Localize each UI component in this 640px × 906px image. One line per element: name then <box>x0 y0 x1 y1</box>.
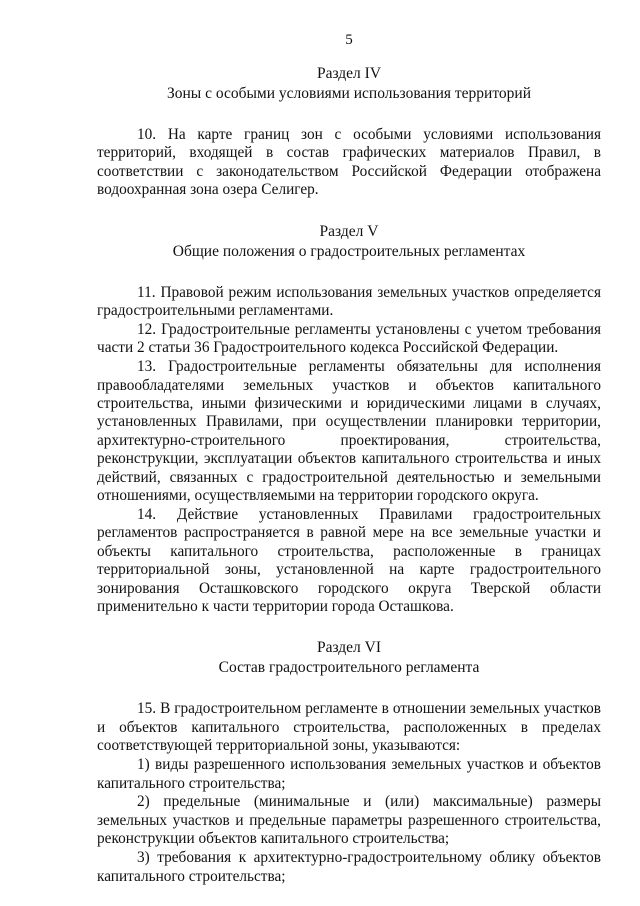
section-6 <box>97 638 601 886</box>
section-title: Раздел VI <box>316 639 382 657</box>
section-subtitle: Общие положения о градостроительных регламентах <box>172 242 526 260</box>
section-body <box>97 284 601 617</box>
page-number: 5 <box>345 32 353 48</box>
document-page <box>97 30 601 887</box>
section-5 <box>97 222 601 617</box>
section-title: Раздел IV <box>316 65 382 82</box>
list-item-2: 2) предельные (минимальные и (или) максимальные) размеры земельных участков и предельные параметры разрешенного строительства, реконструкции объектов капитального строительства; <box>97 793 601 848</box>
section-4 <box>97 64 601 200</box>
paragraph-11: 11. Правовой режим использования земельных участков определяется градостроительными регламентами. <box>97 283 601 320</box>
paragraph-13: 13. Градостроительные регламенты обязательны для исполнения правообладателями земельных участков и объектов капитального строительства, иными физическими и юридическими лицами в случаях, установленных Правилами, при осуществлении планировки территории, архитектурно-строительного проектирования, строительства, реконструкции, эксплуатации объектов капитального строительства и иных действий, связанных с градостроительной деятельностью и земельными отношениями, осуществляемыми на территории городского округа. <box>97 358 601 505</box>
section-subtitle: Зоны с особыми условиями использования территорий <box>166 85 532 102</box>
paragraph-15: 15. В градостроительном регламенте в отношении земельных участков и объектов капитального строительства, расположенных в пределах соответствующей территориальной зоны, указываются: <box>97 700 601 755</box>
section-body <box>97 700 601 886</box>
paragraph-10: 10. На карте границ зон с особыми условиями использования территорий, входящей в состав графических материалов Правил, в соответствии с законодательством Российской Федерации отображена водоохранная зона озера Селигер. <box>97 126 601 199</box>
paragraph-14: 14. Действие установленных Правилами градостроительных регламентов распространяется в равной мере на все земельные участки и объекты капитального строительства, расположенные в границах территориальной зоны, установленной на карте градостроительного зонирования Осташковского городского округа Тверской области применительно к части территории города Осташкова. <box>97 506 601 616</box>
section-body <box>97 126 601 200</box>
section-title: Раздел V <box>319 222 379 240</box>
list-item-1: 1) виды разрешенного использования земельных участков и объектов капитального строительства; <box>97 756 601 792</box>
section-subtitle: Состав градостроительного регламента <box>218 659 480 677</box>
paragraph-12: 12. Градостроительные регламенты установлены с учетом требования части 2 статьи 36 Градостроительного кодекса Российской Федерации. <box>97 320 601 357</box>
list-item-3: 3) требования к архитектурно-градостроительному облику объектов капитального строительства; <box>97 849 601 885</box>
